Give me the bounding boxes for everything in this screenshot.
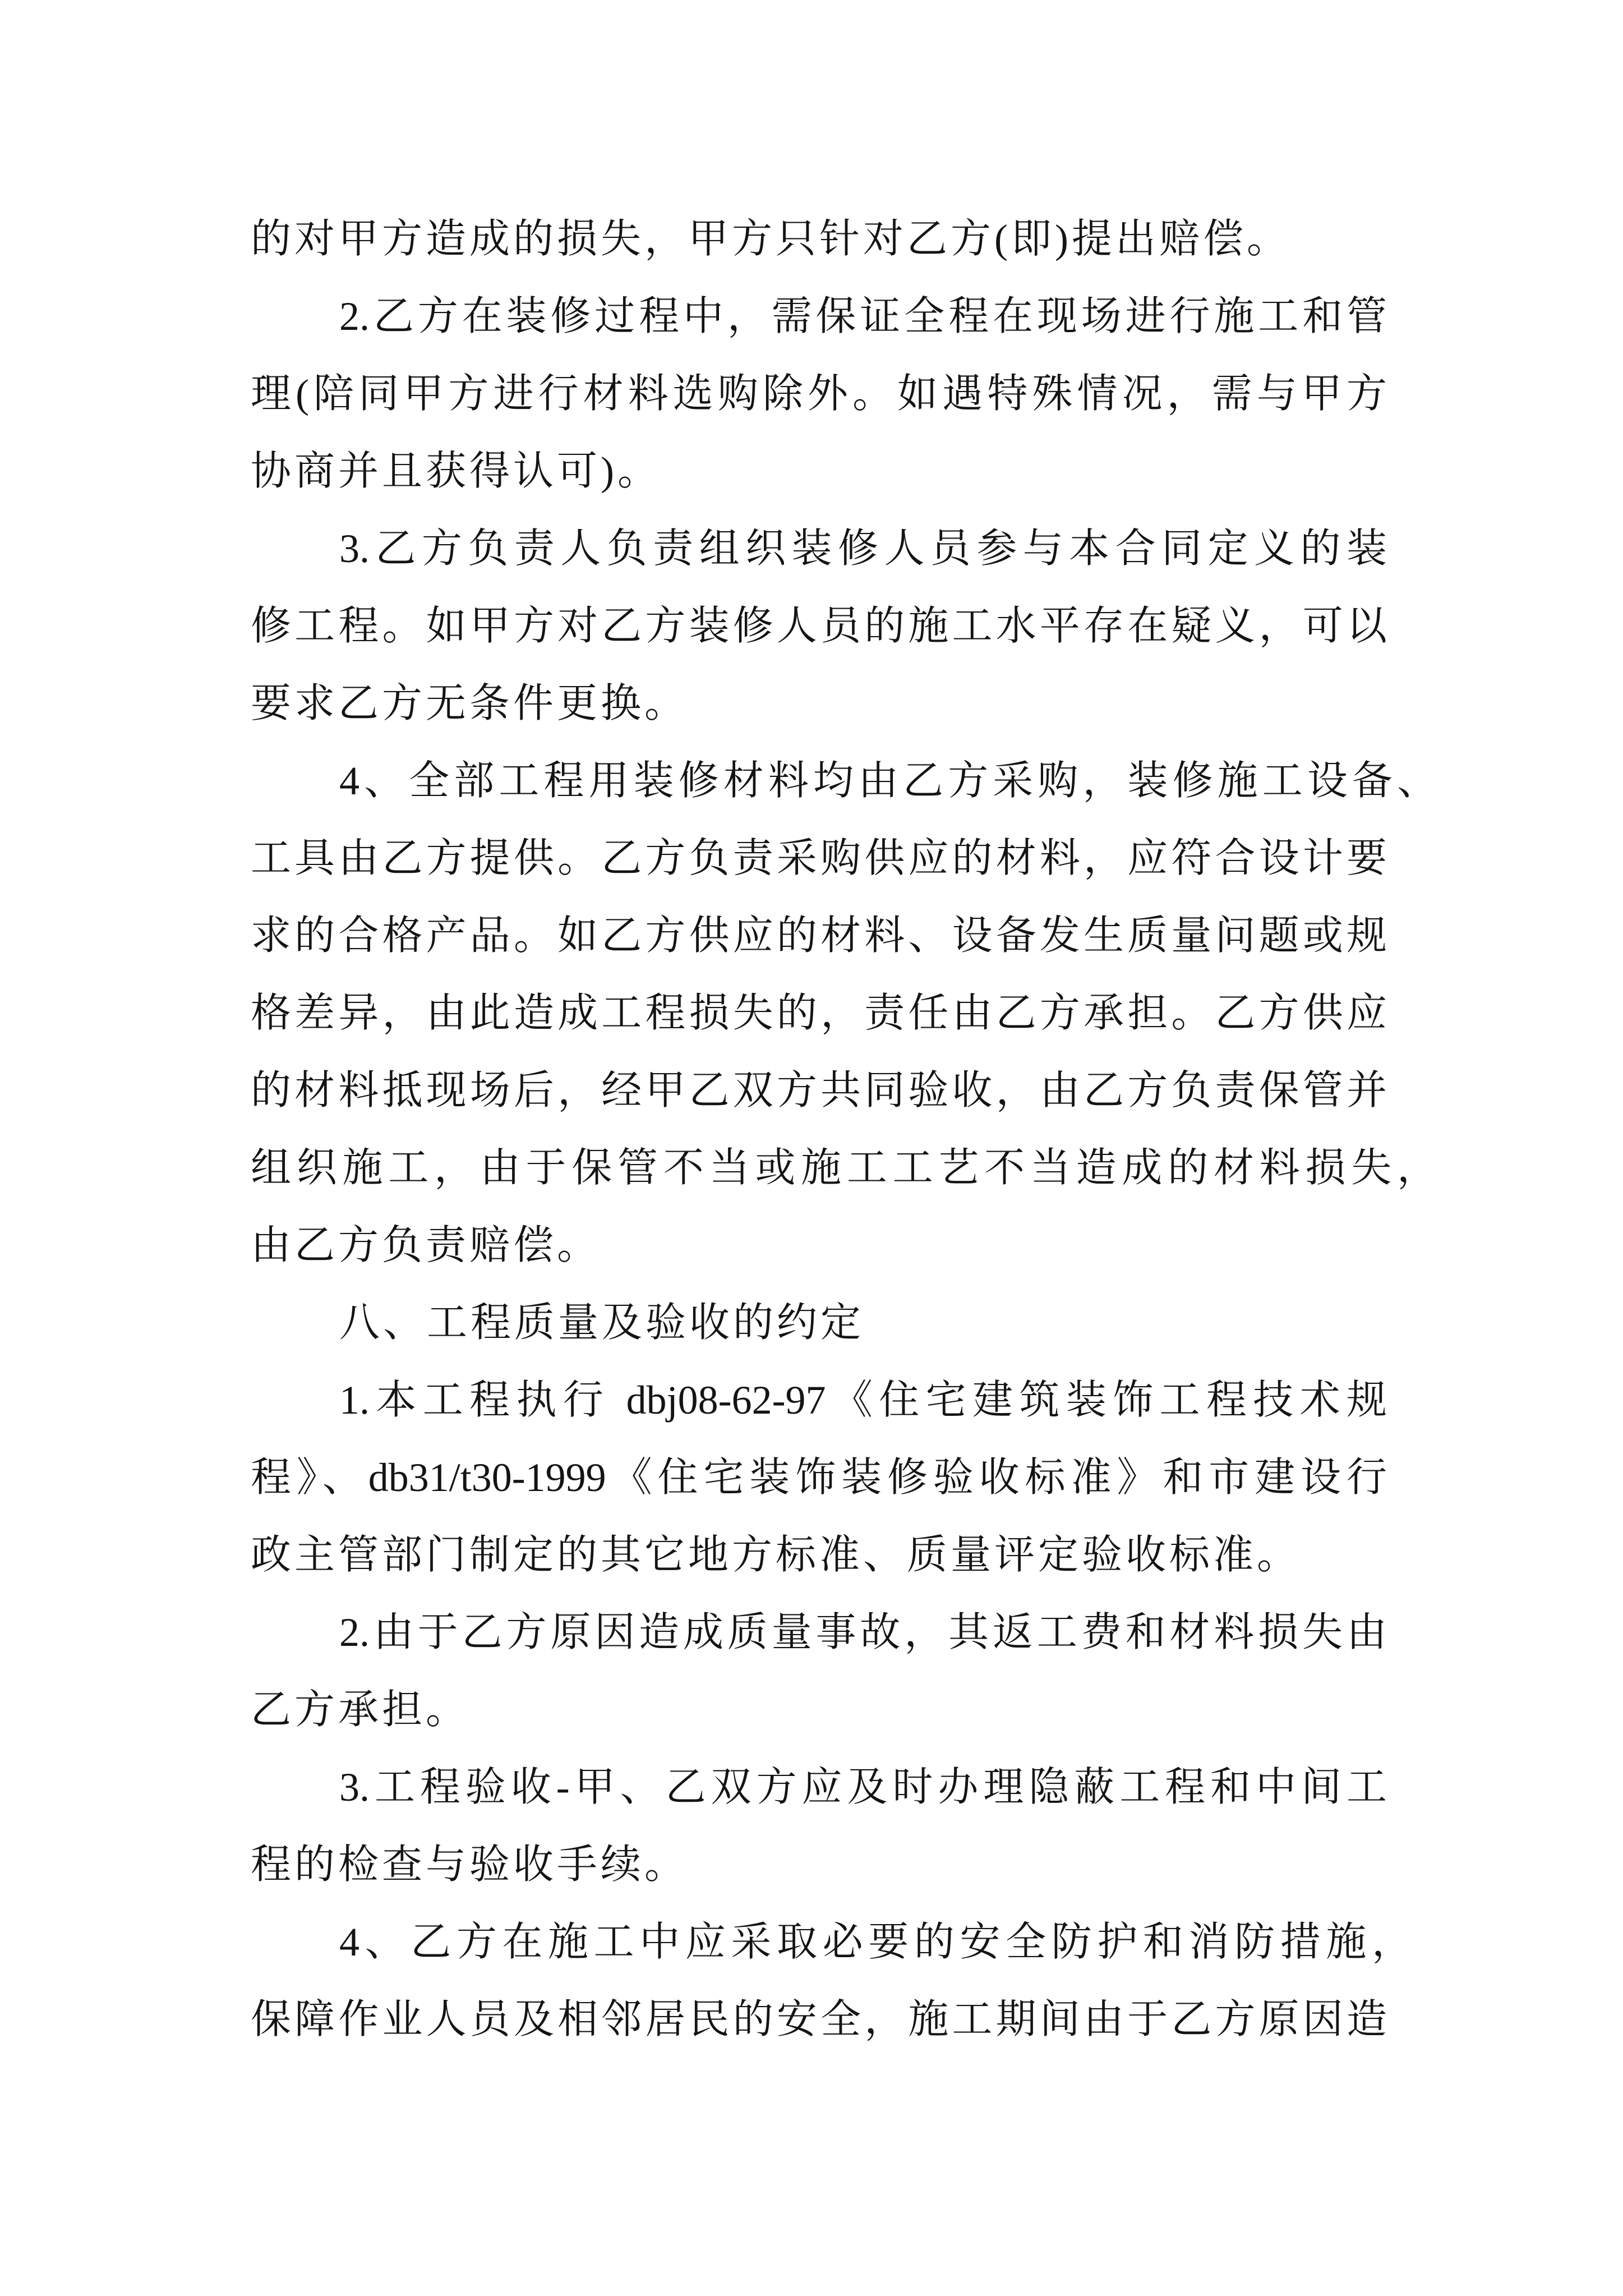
paragraph	[251, 1749, 1387, 1903]
paragraph	[251, 1903, 1412, 2058]
paragraph	[251, 1594, 1387, 1749]
text-line: 工具由乙方提供。乙方负责采购供应的材料，应符合设计要	[251, 836, 1387, 881]
text-line: 程》、db31/t30-1999《住宅装饰装修验收标准》和市建设行	[251, 1455, 1387, 1500]
paragraph	[251, 1361, 1387, 1594]
text-line: 乙方承担。	[251, 1687, 470, 1732]
text-line: 2.乙方在装修过程中，需保证全程在现场进行施工和管	[339, 294, 1387, 339]
text-line: 求的合格产品。如乙方供应的材料、设备发生质量问题或规	[251, 913, 1387, 958]
paragraph	[251, 510, 1387, 742]
text-line: 格差异，由此造成工程损失的，责任由乙方承担。乙方供应	[251, 991, 1387, 1036]
text-line: 2.由于乙方原因造成质量事故，其返工费和材料损失由	[339, 1610, 1387, 1655]
text-line: 3.乙方负责人负责组织装修人员参与本合同定义的装	[339, 526, 1387, 571]
text-line: 4、乙方在施工中应采取必要的安全防护和消防措施，	[339, 1920, 1412, 1964]
text-line: 要求乙方无条件更换。	[251, 681, 689, 726]
section-heading-text: 八、工程质量及验收的约定	[339, 1300, 865, 1345]
text-line: 修工程。如甲方对乙方装修人员的施工水平存在疑义，可以	[251, 604, 1387, 648]
text-line: 政主管部门制定的其它地方标准、质量评定验收标准。	[251, 1533, 1301, 1577]
text-line: 3.工程验收-甲、乙双方应及时办理隐蔽工程和中间工	[339, 1765, 1387, 1810]
paragraph	[251, 200, 1387, 278]
document-body	[251, 200, 1437, 2058]
text-line: 保障作业人员及相邻居民的安全，施工期间由于乙方原因造	[251, 1997, 1387, 2042]
text-line: 组织施工，由于保管不当或施工工艺不当造成的材料损失，	[251, 1145, 1437, 1190]
paragraph	[251, 742, 1437, 1284]
section-heading	[251, 1284, 1387, 1361]
text-line: 协商并且获得认可)。	[251, 449, 661, 494]
text-line: 理(陪同甲方进行材料选购除外。如遇特殊情况，需与甲方	[251, 371, 1387, 416]
text-line: 程的检查与验收手续。	[251, 1842, 689, 1887]
text-line: 由乙方负责赔偿。	[251, 1223, 601, 1268]
text-line: 的对甲方造成的损失，甲方只针对乙方(即)提出赔偿。	[251, 217, 1290, 261]
text-line: 4、全部工程用装修材料均由乙方采购，装修施工设备、	[339, 758, 1437, 803]
text-line: 的材料抵现场后，经甲乙双方共同验收，由乙方负责保管并	[251, 1068, 1387, 1113]
text-line: 1.本工程执行 dbj08-62-97《住宅建筑装饰工程技术规	[339, 1378, 1387, 1423]
paragraph	[251, 278, 1387, 510]
